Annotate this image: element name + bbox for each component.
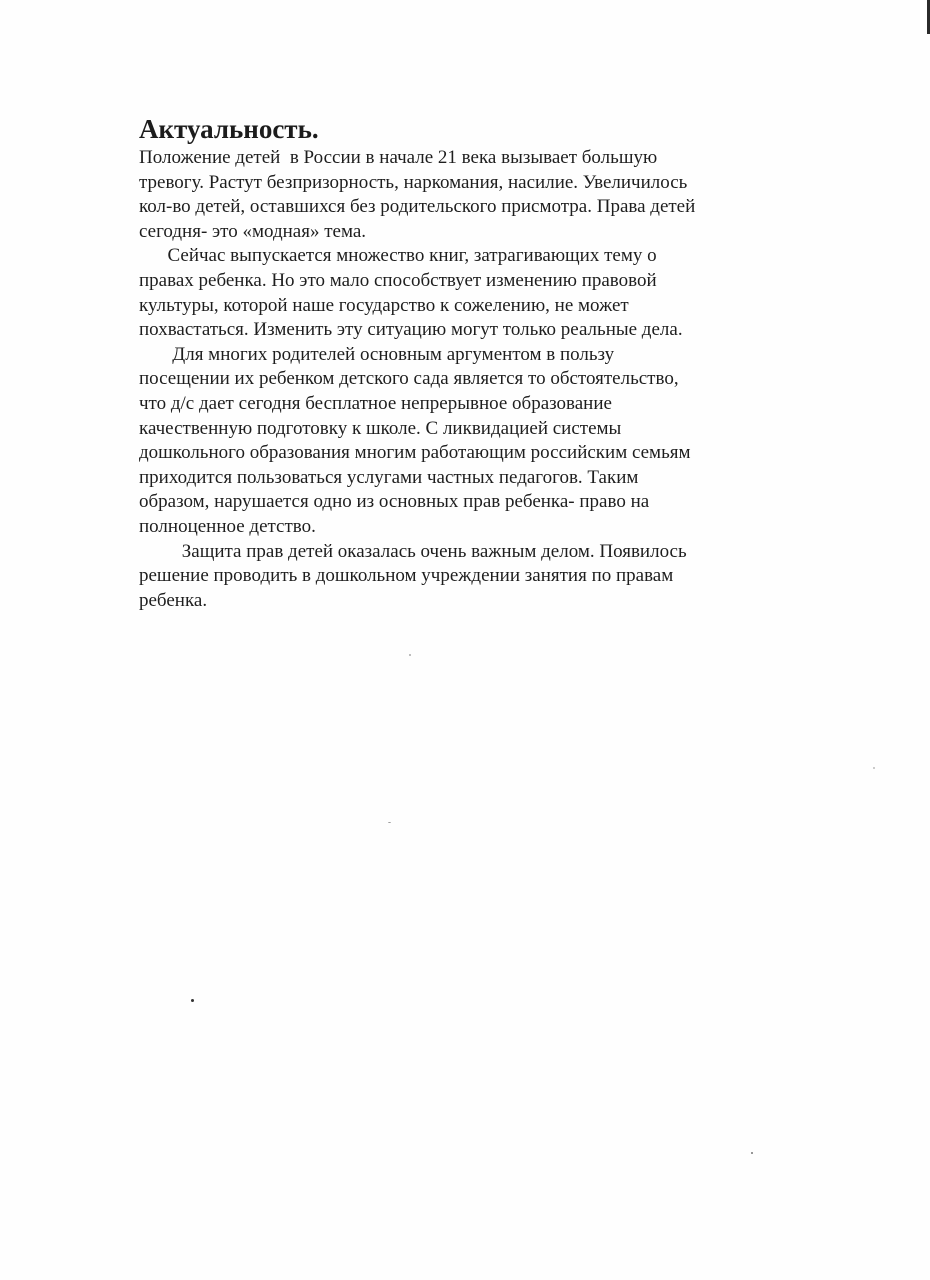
scan-speck [409,654,411,656]
text-line: дошкольного образования многим работающим российским семьям [139,442,691,464]
text-line: кол-во детей, оставшихся без родительского присмотра. Права детей [139,196,696,218]
document-heading: Актуальность. [139,114,319,144]
text-line: тревогу. Растут безпризорность, наркомания, насилие. Увеличилось [139,171,688,193]
text-line: сегодня- это «модная» тема. [139,220,367,242]
text-line: качественную подготовку к школе. С ликвидацией системы [139,417,622,439]
paragraph-2 [139,244,779,342]
text-line: Для многих родителей основным аргументом в пользу [139,343,615,365]
text-line: похвастаться. Изменить эту ситуацию могут только реальные дела. [139,319,683,341]
text-line: Защита прав детей оказалась очень важным делом. Появилось [139,540,687,562]
text-line: что д/с дает сегодня бесплатное непрерывное образование [139,392,612,414]
text-line: посещении их ребенком детского сада является то обстоятельство, [139,368,679,390]
scan-speck [751,1152,753,1154]
text-line: культуры, которой наше государство к сожелению, не может [139,294,629,316]
scan-speck [873,767,875,769]
paragraph-4 [139,540,779,614]
scan-speck [388,822,391,823]
paragraph-3 [139,343,779,540]
text-line: Положение детей в России в начале 21 века вызывает большую [139,147,658,168]
text-line: решение проводить в дошкольном учреждении занятия по правам [139,565,674,587]
text-line: правах ребенка. Но это мало способствует изменению правовой [139,269,657,291]
scan-speck [191,999,194,1002]
text-line: полноценное детство. [139,515,316,537]
document-body [139,112,779,613]
text-line: образом, нарушается одно из основных прав ребенка- право на [139,491,650,513]
text-line: ребенка. [139,589,208,611]
paragraph-1 [139,146,779,244]
text-line: приходится пользоваться услугами частных педагогов. Таким [139,466,639,488]
text-line: Сейчас выпускается множество книг, затрагивающих тему о [139,245,657,267]
